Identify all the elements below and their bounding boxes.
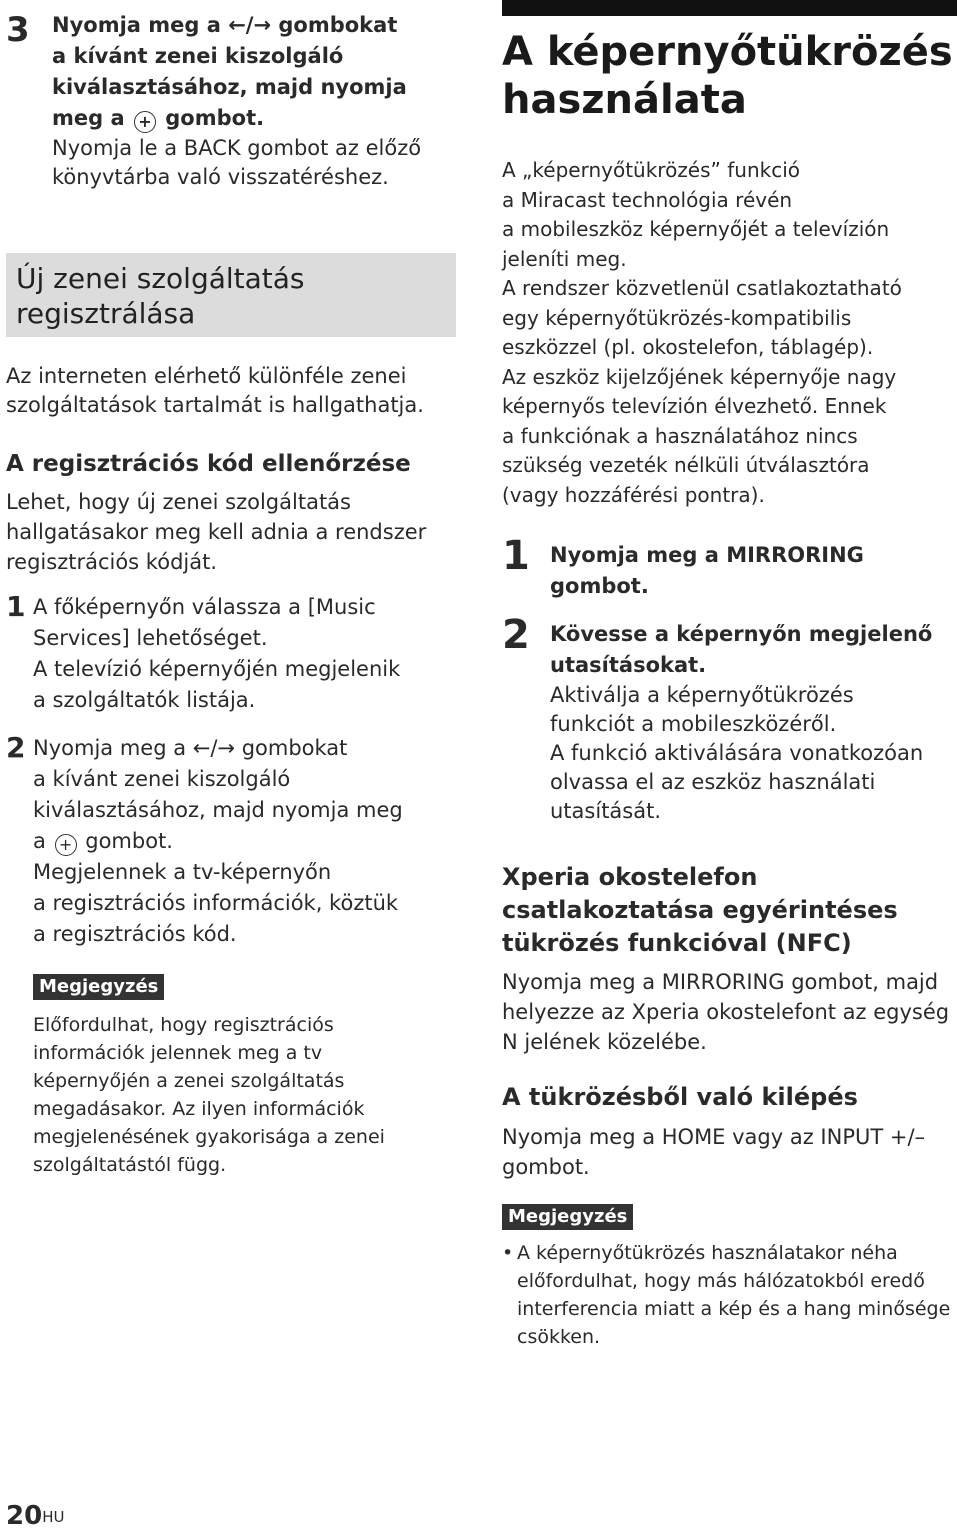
step-text: kiválasztásához, majd nyomja (52, 75, 407, 99)
step-number: 2 (502, 612, 530, 658)
page-number (6, 1500, 64, 1533)
step-text: olvassa el az eszköz használati (550, 770, 876, 794)
step-text: Kövesse a képernyőn megjelenő (550, 622, 933, 646)
step-text: Megjelennek a tv-képernyőn (33, 860, 332, 884)
step-text: kiválasztásához, majd nyomja meg (33, 798, 403, 822)
step-text: gombot. (550, 574, 649, 598)
step-text: A funkció aktiválására vonatkozóan (550, 741, 924, 765)
exit-text: Nyomja meg a HOME vagy az INPUT +/– gombot. (502, 1125, 926, 1179)
subheading: A regisztrációs kód ellenőrzése (6, 451, 411, 477)
step-text-line (33, 826, 446, 857)
section-title-band (6, 253, 456, 337)
step-number: 1 (502, 533, 530, 579)
section-intro: Az interneten elérhető különféle zenei szolgáltatások tartalmát is hallgathatja. (6, 364, 424, 417)
bullet-icon: • (502, 1242, 514, 1264)
subheading-text: Lehet, hogy új zenei szolgáltatás hallgatásakor meg kell adnia a rendszer regisztrációs kódját. (6, 490, 427, 574)
note-text: Előfordulhat, hogy regisztrációs információk jelennek meg a tv képernyőjén a zenei szolgáltatás megadásakor. Az ilyen információk megjelenésének gyakorisága a zenei szolgáltatástól függ. (33, 1014, 385, 1176)
intro-line: egy képernyőtükrözés-kompatibilis (502, 305, 852, 330)
step-text: könyvtárba való visszatéréshez. (52, 165, 389, 189)
step-3 (6, 10, 466, 192)
step-text: a szolgáltatók listája. (33, 688, 256, 712)
step-text: Nyomja meg a ←/→ gombokat (52, 13, 398, 37)
nfc-heading: Xperia okostelefon csatlakoztatása egyérintéses tükrözés funkcióval (NFC) (502, 863, 898, 957)
step-text: a regisztrációs információk, köztük (33, 891, 399, 915)
step-text: gombot. (85, 829, 173, 853)
intro-line: Az eszköz kijelzőjének képernyője nagy (502, 364, 897, 389)
note-label-container (33, 974, 164, 1000)
enter-button-icon: + (55, 834, 77, 856)
page-number-value: 20 (6, 1501, 43, 1531)
step-text: utasítását. (550, 799, 662, 823)
intro-line: a mobileszköz képernyőjét a televízión (502, 217, 890, 241)
step-text: a kívánt zenei kiszolgáló (33, 767, 291, 791)
step-text: a (33, 829, 46, 853)
note-text: A képernyőtükrözés használatakor néha előfordulhat, hogy más hálózatokból eredő interferencia miatt a kép és a hang minősége csökken. (517, 1242, 951, 1348)
step-text: funkciót a mobileszközéről. (550, 712, 837, 736)
step-text: A televízió képernyőjén megjelenik (33, 657, 401, 681)
intro-line: (vagy hozzáférési pontra). (502, 482, 765, 507)
step-text: a regisztrációs kód. (33, 922, 237, 946)
step-number: 3 (6, 10, 30, 50)
step-text: Nyomja meg a ←/→ gombokat (33, 736, 348, 760)
intro-line: jeleníti meg. (502, 246, 627, 271)
intro-line: képernyős televízión élvezhető. Ennek (502, 394, 887, 418)
note-bullet (502, 1239, 954, 1351)
enter-button-icon: + (134, 111, 156, 133)
page-language: HU (42, 1508, 65, 1526)
section-top-bar (502, 0, 957, 16)
step-text-line (52, 103, 466, 134)
intro-line: a funkciónak a használatához nincs (502, 423, 858, 448)
step-text: Nyomja meg a MIRRORING (550, 543, 864, 567)
page-title: A képernyőtükrözés használata (502, 29, 953, 123)
nfc-text: Nyomja meg a MIRRORING gombot, majd helyezze az Xperia okostelefont az egység N jelének közelébe. (502, 970, 950, 1054)
note-label: Megjegyzés (33, 974, 164, 1000)
exit-heading: A tükrözésből való kilépés (502, 1083, 858, 1111)
mirroring-step-2 (502, 612, 957, 826)
step-text: Aktiválja a képernyőtükrözés (550, 683, 854, 707)
mirroring-intro (502, 156, 957, 510)
intro-line: eszközzel (pl. okostelefon, táblagép). (502, 335, 874, 359)
step-number: 1 (6, 590, 26, 623)
step-text: gombot. (165, 106, 265, 130)
intro-line: a Miracast technológia révén (502, 187, 793, 212)
step-2 (6, 733, 446, 950)
step-text: meg a (52, 106, 125, 130)
intro-line: A rendszer közvetlenül csatlakoztatható (502, 276, 902, 300)
step-1 (6, 592, 446, 716)
note-label-container (502, 1204, 633, 1230)
intro-line: A „képernyőtükrözés” funkció (502, 158, 801, 182)
intro-line: szükség vezeték nélküli útválasztóra (502, 453, 870, 477)
step-text: a kívánt zenei kiszolgáló (52, 44, 344, 68)
step-text: utasításokat. (550, 653, 707, 677)
step-number: 2 (6, 731, 26, 764)
mirroring-step-1 (502, 533, 957, 602)
step-text: Nyomja le a BACK gombot az előző (52, 136, 422, 160)
section-title: Új zenei szolgáltatás regisztrálása (16, 262, 305, 330)
step-text: A főképernyőn válassza a [Music (33, 595, 376, 619)
step-text: Services] lehetőséget. (33, 626, 268, 650)
note-label: Megjegyzés (502, 1204, 633, 1230)
